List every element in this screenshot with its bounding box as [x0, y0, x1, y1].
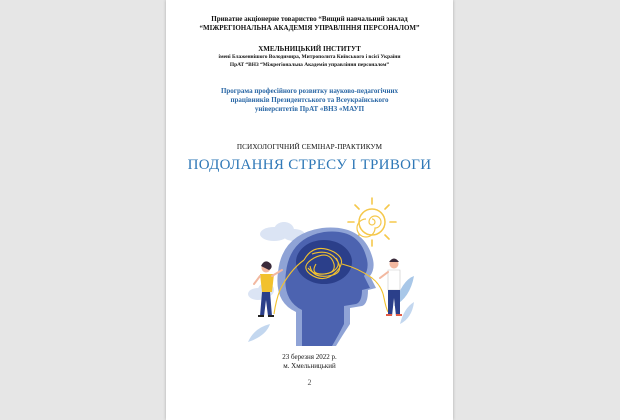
- head-silhouette: [277, 228, 376, 346]
- institute-dedication: імені Блаженнішого Володимира, Митрополита Київського і всієї України: [218, 54, 401, 60]
- institute-name: ХМЕЛЬНИЦЬКИЙ ІНСТИТУТ: [258, 45, 361, 53]
- event-date: 23 березня 2022 р.: [282, 353, 337, 361]
- institute-block: [166, 45, 453, 69]
- program-block: [166, 87, 453, 114]
- date-place-block: [166, 353, 453, 370]
- program-line-2: працівників Президентського та Всеукраїнського: [230, 96, 389, 104]
- document-title: ПОДОЛАННЯ СТРЕСУ І ТРИВОГИ: [187, 157, 432, 173]
- program-line-3: університетів ПрАТ «ВНЗ «МАУП: [254, 105, 365, 113]
- event-type: ПСИХОЛОГІЧНИЙ СЕМІНАР-ПРАКТИКУМ: [236, 143, 383, 151]
- stress-anxiety-illustration: [244, 194, 416, 346]
- program-line-1: Програма професійного розвитку науково-педагогічних: [220, 87, 399, 95]
- institute-affiliation: ПрАТ “ВНЗ “Міжрегіональна Академія управління персоналом”: [229, 62, 390, 68]
- document-page: [166, 0, 453, 420]
- event-city: м. Хмельницький: [283, 361, 336, 370]
- page-number: 2: [307, 378, 312, 387]
- person-man: [380, 259, 402, 317]
- organization-line-1: Приватне акціонерне товариство “Вищий навчальний заклад: [211, 15, 408, 23]
- organization-header: [166, 15, 453, 33]
- organization-line-2: “МІЖРЕГІОНАЛЬНА АКАДЕМІЯ УПРАВЛІННЯ ПЕРСОНАЛОМ”: [199, 24, 420, 32]
